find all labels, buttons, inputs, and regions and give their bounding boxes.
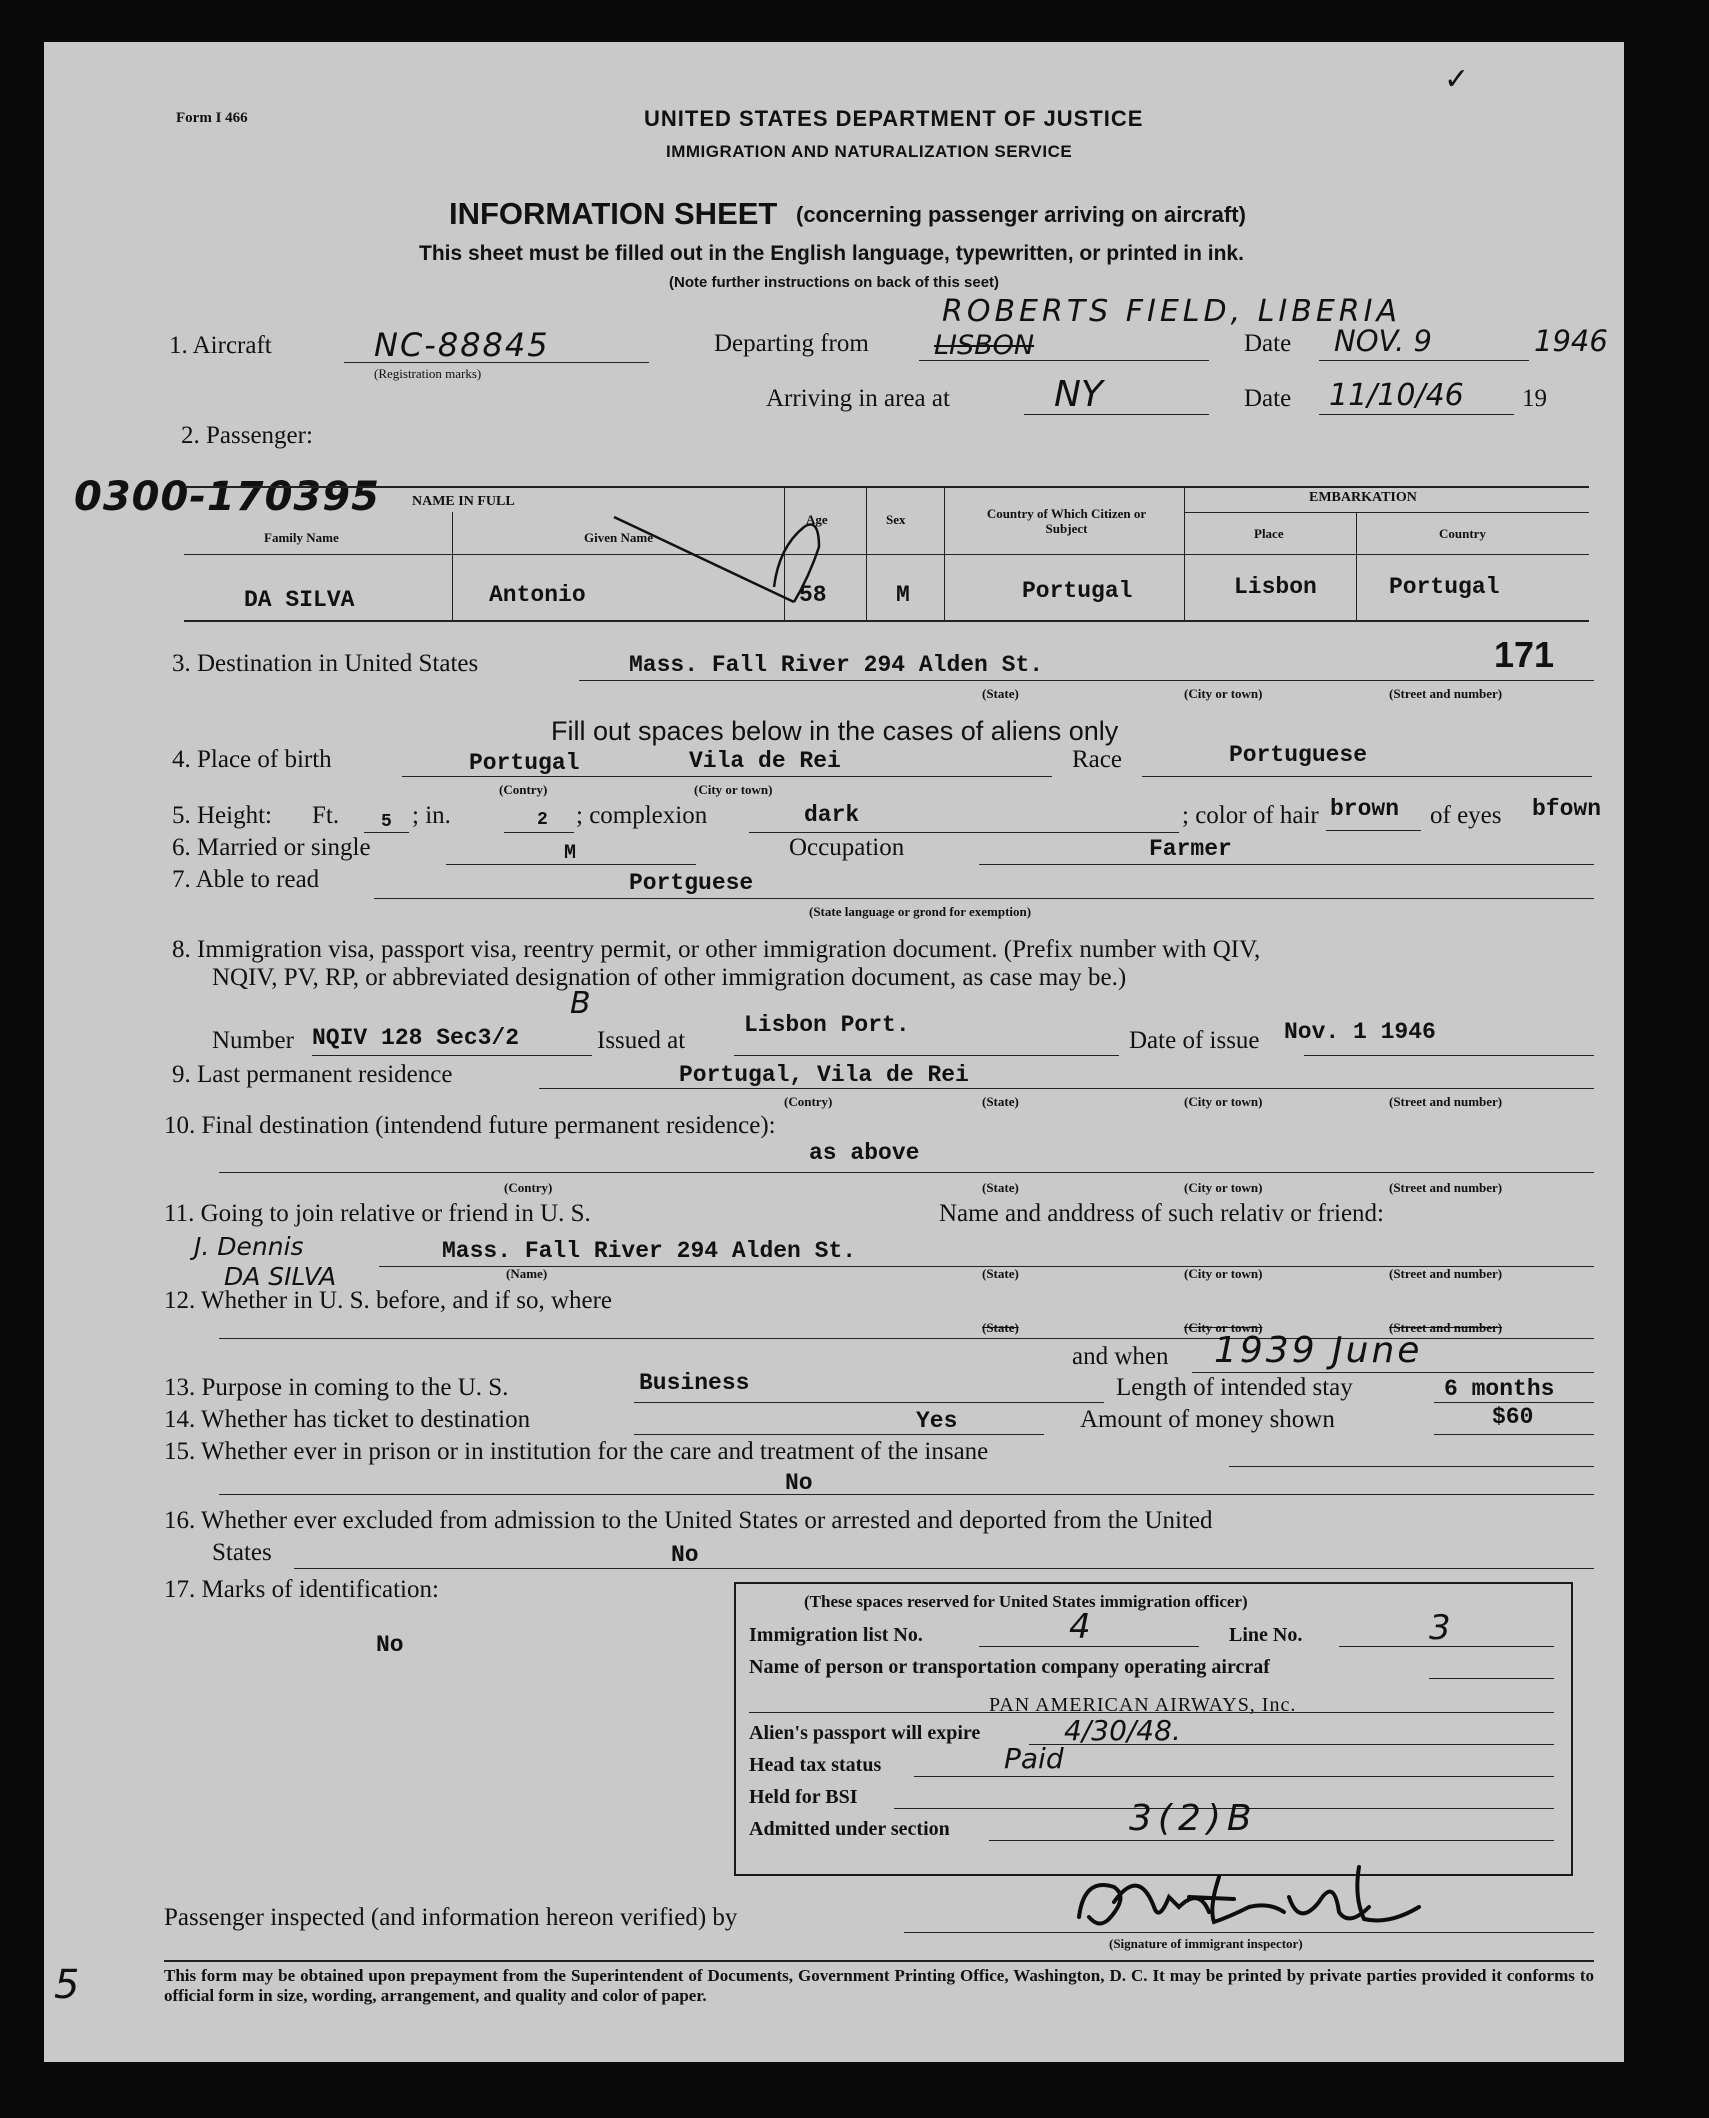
destination-underline	[579, 680, 1594, 681]
height-label: 5. Height:	[172, 802, 272, 829]
stay-value: 6 months	[1444, 1376, 1555, 1402]
join-hand-name-1: J. Dennis	[194, 1232, 304, 1261]
join-caption-state: (State)	[982, 1266, 1019, 1281]
before-caption-state: (State)	[982, 1320, 1019, 1335]
stamp-number: 171	[1494, 634, 1555, 675]
aircraft-underline	[344, 362, 649, 363]
birth-city-caption: (City or town)	[694, 782, 773, 797]
join-hand-name-2: DA SILVA	[224, 1262, 337, 1291]
head-tax-underline	[914, 1776, 1554, 1777]
in-underline	[504, 832, 574, 833]
join-caption-city: (City or town)	[1184, 1266, 1263, 1281]
money-value: $60	[1492, 1404, 1534, 1430]
arriving-value: NY	[1054, 374, 1103, 415]
res-caption-city: (City or town)	[1184, 1094, 1263, 1109]
complexion-label: ; complexion	[576, 802, 708, 829]
citizen-value: Portugal	[1022, 578, 1133, 604]
table-top-rule	[184, 486, 1589, 488]
complexion-underline	[749, 832, 1179, 833]
before-when-label: and when	[1072, 1343, 1169, 1370]
issue-date-underline	[1304, 1055, 1594, 1056]
read-value: Portguese	[629, 870, 754, 896]
final-dest-underline	[219, 1172, 1594, 1173]
departing-struck: LISBON	[934, 330, 1035, 361]
before-label: 12. Whether in U. S. before, and if so, where	[164, 1287, 613, 1314]
eyes-label: of eyes	[1430, 802, 1502, 829]
depart-date-value: NOV. 9	[1334, 324, 1432, 358]
before-when-underline	[1192, 1372, 1594, 1373]
passport-label: Alien's passport will expire	[749, 1722, 981, 1744]
residence-underline	[539, 1088, 1594, 1089]
arrive-date-underline	[1319, 414, 1514, 415]
form-number: Form I 466	[176, 110, 248, 126]
table-col-divider	[452, 512, 453, 620]
before-caption-street: (Street and number)	[1389, 1320, 1503, 1335]
note-line: (Note further instructions on back of this seet)	[669, 274, 1000, 291]
sex-value: M	[896, 582, 910, 608]
prison-underline-2	[219, 1494, 1594, 1495]
passport-value: 4/30/48.	[1064, 1714, 1181, 1747]
age-header: Age	[806, 512, 828, 527]
visa-number-hand: B	[570, 986, 591, 1021]
footer-rule	[164, 1960, 1594, 1962]
purpose-value: Business	[639, 1370, 750, 1396]
occupation-underline	[979, 864, 1594, 865]
married-value: M	[564, 842, 577, 865]
join-caption-street: (Street and number)	[1389, 1266, 1503, 1281]
hand-check-scribble	[604, 507, 844, 617]
final-caption-state: (State)	[982, 1180, 1019, 1195]
table-header-rule	[184, 554, 1589, 555]
inspector-signature	[1059, 1857, 1429, 1942]
hair-value: brown	[1330, 796, 1400, 822]
residence-value: Portugal, Vila de Rei	[679, 1062, 969, 1088]
visa-number-label: Number	[212, 1027, 294, 1054]
join-label: 11. Going to join relative or friend in U. S.	[164, 1200, 591, 1227]
sex-header: Sex	[886, 512, 906, 527]
prison-value: No	[785, 1470, 813, 1496]
place-header: Place	[1254, 526, 1284, 541]
race-label: Race	[1072, 746, 1122, 773]
birth-underline	[402, 776, 1052, 777]
destination-label: 3. Destination in United States	[172, 650, 479, 677]
married-label: 6. Married or single	[172, 834, 371, 861]
read-underline	[374, 898, 1594, 899]
ft-value: 5	[381, 812, 392, 832]
excluded-label-2: States	[212, 1539, 272, 1566]
depart-date-label: Date	[1244, 330, 1292, 357]
family-name-header: Family Name	[264, 530, 339, 545]
visa-label-2: NQIV, PV, RP, or abbreviated designation of other immigration document, as case may be.)	[212, 964, 1127, 991]
ticket-label: 14. Whether has ticket to destination	[164, 1406, 531, 1433]
read-caption: (State language or grond for exemption)	[809, 904, 1032, 919]
officer-box-title: (These spaces reserved for United States immigration officer)	[804, 1592, 1248, 1611]
table-col-divider	[1356, 512, 1357, 620]
race-value: Portuguese	[1229, 742, 1368, 768]
eyes-value: bfown	[1532, 796, 1602, 822]
ticket-underline	[634, 1434, 1044, 1435]
purpose-label: 13. Purpose in coming to the U. S.	[164, 1374, 509, 1401]
final-dest-label: 10. Final destination (intendend future permanent residence):	[164, 1112, 776, 1139]
emb-place-value: Lisbon	[1234, 574, 1317, 600]
departing-label: Departing from	[714, 330, 869, 357]
age-value: 58	[799, 582, 827, 608]
destination-value: Mass. Fall River 294 Alden St.	[629, 652, 1044, 678]
line-no-underline	[1339, 1646, 1554, 1647]
visa-number-value: NQIV 128 Sec3/2	[312, 1025, 520, 1051]
before-when-value: 1939 June	[1214, 1330, 1423, 1371]
visa-number-underline	[312, 1055, 592, 1056]
caption-city: (City or town)	[1184, 686, 1263, 701]
given-name-value: Antonio	[489, 582, 586, 608]
bsi-label: Held for BSI	[749, 1786, 858, 1808]
hair-label: ; color of hair	[1182, 802, 1319, 829]
birth-city: Vila de Rei	[689, 748, 841, 774]
issued-underline	[734, 1055, 1119, 1056]
instruction-line: This sheet must be filled out in the English language, typewritten, or printed in ink.	[419, 242, 1244, 265]
birth-country: Portugal	[469, 750, 580, 776]
issue-date-label: Date of issue	[1129, 1027, 1260, 1054]
birth-label: 4. Place of birth	[172, 746, 332, 773]
table-col-divider	[866, 486, 867, 620]
aircraft-value: NC-88845	[374, 326, 550, 364]
table-col-divider	[944, 486, 945, 620]
prison-label: 15. Whether ever in prison or in institution for the care and treatment of the insane	[164, 1438, 989, 1465]
prison-underline-1	[1229, 1466, 1594, 1467]
stay-underline	[1434, 1402, 1594, 1403]
before-caption-city: (City or town)	[1184, 1320, 1263, 1335]
emb-country-header: Country	[1439, 526, 1486, 541]
depart-date-underline	[1319, 360, 1529, 361]
section-label: Admitted under section	[749, 1818, 950, 1840]
ft-underline	[364, 832, 409, 833]
aircraft-label: 1. Aircraft	[169, 332, 272, 359]
purpose-underline	[634, 1402, 1104, 1403]
arrive-year-prefix: 19	[1522, 385, 1547, 412]
caption-state: (State)	[982, 686, 1019, 701]
arriving-label: Arriving in area at	[766, 385, 950, 412]
excluded-value: No	[671, 1542, 699, 1568]
passenger-label: 2. Passenger:	[181, 422, 313, 449]
res-caption-contry: (Contry)	[784, 1094, 833, 1109]
final-caption-city: (City or town)	[1184, 1180, 1263, 1195]
money-label: Amount of money shown	[1080, 1406, 1335, 1433]
occupation-label: Occupation	[789, 834, 905, 861]
family-name-value: DA SILVA	[244, 587, 355, 613]
table-col-divider	[1184, 486, 1185, 620]
excluded-label-1: 16. Whether ever excluded from admission to the United States or arrested and deported from the United	[164, 1507, 1213, 1534]
excluded-underline	[294, 1568, 1594, 1569]
service-heading: IMMIGRATION AND NATURALIZATION SERVICE	[666, 142, 1073, 161]
depart-year: 1946	[1534, 324, 1608, 358]
residence-label: 9. Last permanent residence	[172, 1061, 453, 1088]
section-underline	[989, 1840, 1554, 1841]
in-label: ; in.	[412, 802, 451, 829]
company-underline-2	[749, 1712, 1554, 1713]
information-sheet-form	[44, 42, 1624, 2062]
line-no-value: 3	[1429, 1608, 1451, 1648]
list-no-value: 4	[1069, 1607, 1091, 1647]
signature-caption: (Signature of immigrant inspector)	[1109, 1936, 1303, 1951]
citizen-header: Country of Which Citizen or Subject	[986, 506, 1147, 536]
embarkation-header: EMBARKATION	[1309, 490, 1417, 505]
departing-underline	[919, 360, 1209, 361]
name-in-full-header: NAME IN FULL	[412, 494, 515, 509]
footer-text: This form may be obtained upon prepayment from the Superintendent of Documents, Government Printing Office, Washington, D. C. It may be printed by private parties provided it conforms to official form in size, wording, arrangement, and quality and color of paper.	[164, 1966, 1594, 2005]
inspected-label: Passenger inspected (and information hereon verified) by	[164, 1904, 738, 1931]
hair-underline	[1326, 830, 1421, 831]
check-mark: ✓	[1444, 62, 1470, 97]
issued-value: Lisbon Port.	[744, 1012, 910, 1038]
res-caption-state: (State)	[982, 1094, 1019, 1109]
complexion-value: dark	[804, 802, 860, 828]
section-value: 3(2)B	[1129, 1798, 1258, 1839]
visa-label-1: 8. Immigration visa, passport visa, reentry permit, or other immigration document. (Prefix number with QIV,	[172, 936, 1261, 963]
final-caption-contry: (Contry)	[504, 1180, 553, 1195]
passport-underline	[1029, 1744, 1554, 1745]
read-label: 7. Able to read	[172, 866, 320, 893]
marks-label: 17. Marks of identification:	[164, 1576, 439, 1603]
marks-value: No	[376, 1632, 404, 1658]
head-tax-label: Head tax status	[749, 1754, 882, 1776]
form-title-suffix: (concerning passenger arriving on aircraft)	[796, 202, 1246, 227]
money-underline	[1434, 1434, 1594, 1435]
list-no-label: Immigration list No.	[749, 1624, 923, 1646]
final-caption-street: (Street and number)	[1389, 1180, 1503, 1195]
company-value: PAN AMERICAN AIRWAYS, Inc.	[989, 1694, 1297, 1716]
departing-written: ROBERTS FIELD, LIBERIA	[942, 294, 1402, 329]
stay-label: Length of intended stay	[1116, 1374, 1353, 1401]
in-value: 2	[537, 810, 548, 830]
list-no-underline	[979, 1646, 1199, 1647]
aliens-only-note: Fill out spaces below in the cases of aliens only	[551, 716, 1119, 746]
dept-heading: UNITED STATES DEPARTMENT OF JUSTICE	[644, 106, 1144, 131]
join-caption-name: (Name)	[506, 1266, 548, 1281]
form-title: INFORMATION SHEET	[449, 196, 778, 231]
issue-date-value: Nov. 1 1946	[1284, 1019, 1436, 1045]
given-name-header: Given Name	[584, 530, 653, 545]
table-bottom-rule	[184, 620, 1589, 622]
company-label: Name of person or transportation company operating aircraf	[749, 1656, 1270, 1678]
final-dest-value: as above	[809, 1140, 920, 1166]
race-underline	[1142, 776, 1592, 777]
margin-number: 5	[54, 1962, 80, 2008]
registration-caption: (Registration marks)	[374, 366, 482, 381]
occupation-value: Farmer	[1149, 836, 1232, 862]
emb-country-value: Portugal	[1389, 574, 1500, 600]
issued-label: Issued at	[597, 1027, 686, 1054]
married-underline	[446, 864, 696, 865]
ticket-value: Yes	[916, 1408, 958, 1434]
join-value: Mass. Fall River 294 Alden St.	[442, 1238, 857, 1264]
head-tax-value: Paid	[1004, 1742, 1064, 1775]
embarkation-rule	[1184, 512, 1589, 513]
file-number: 0300-170395	[74, 474, 380, 520]
birth-country-caption: (Contry)	[499, 782, 548, 797]
arrive-date-label: Date	[1244, 385, 1292, 412]
caption-street: (Street and number)	[1389, 686, 1503, 701]
line-no-label: Line No.	[1229, 1624, 1303, 1646]
arriving-underline	[1024, 414, 1209, 415]
join-name-label: Name and anddress of such relativ or friend:	[939, 1200, 1384, 1227]
ft-label: Ft.	[312, 802, 340, 829]
arrive-date-value: 11/10/46	[1329, 378, 1464, 413]
res-caption-street: (Street and number)	[1389, 1094, 1503, 1109]
company-underline-1	[1429, 1678, 1554, 1679]
